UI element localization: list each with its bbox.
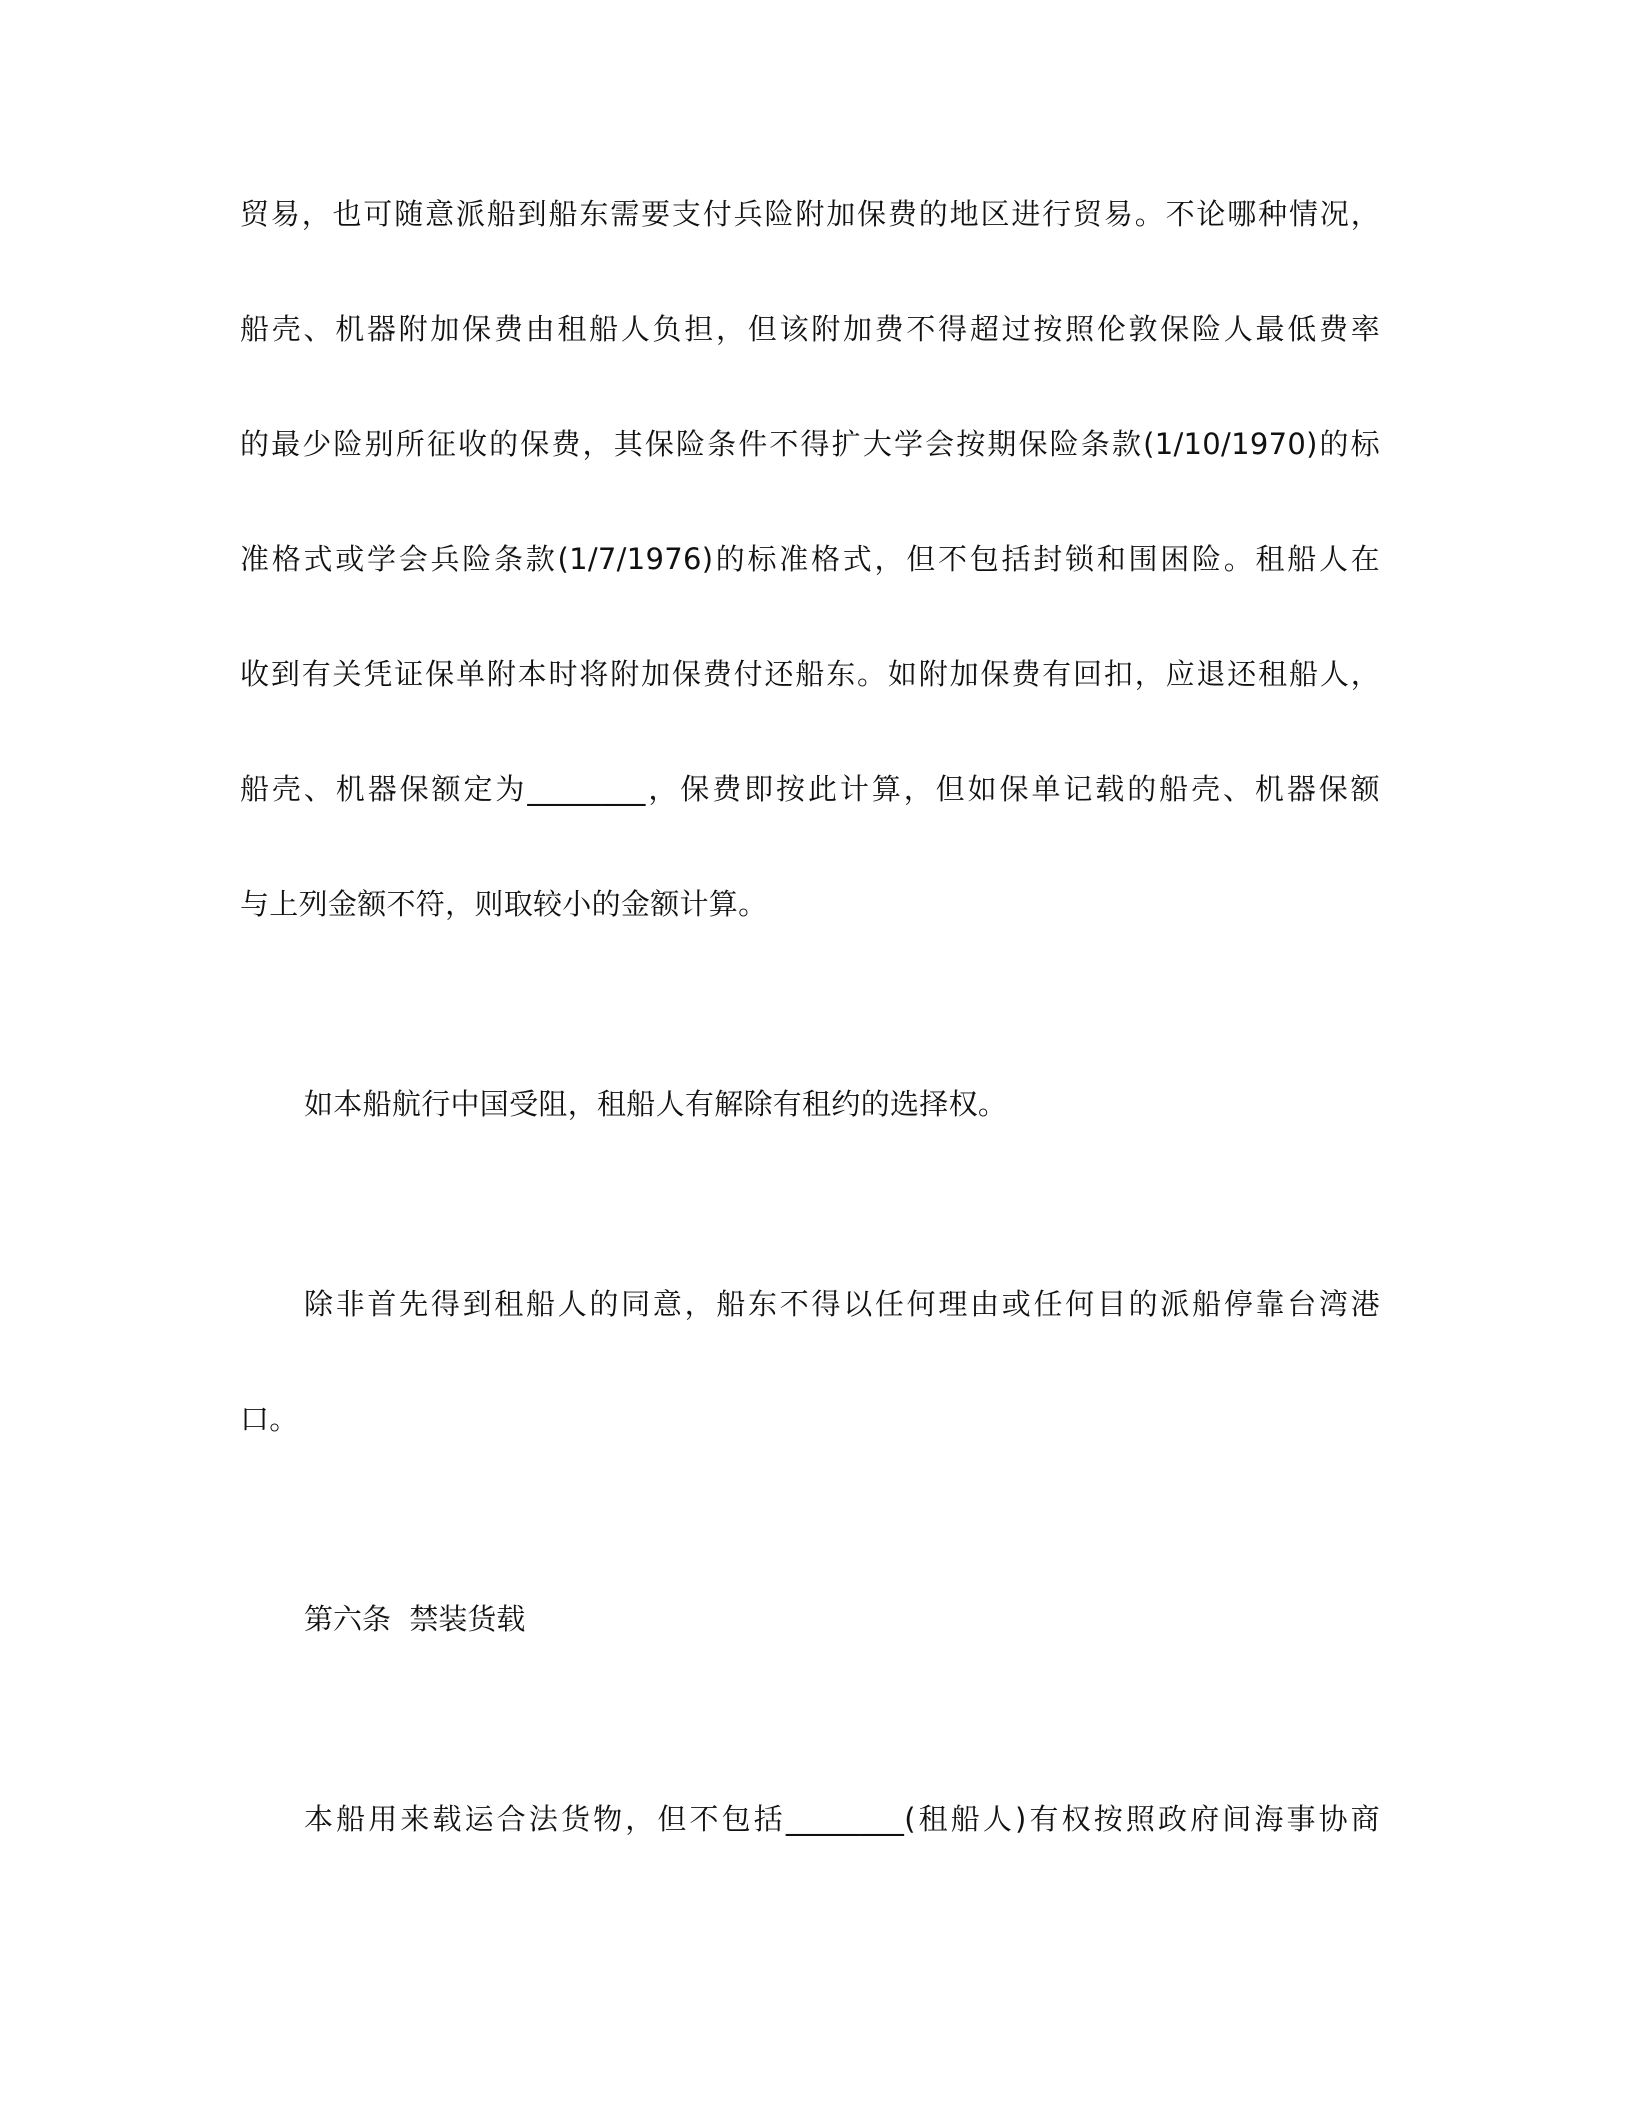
- paragraph-1-line-3: 的最少险别所征收的保费，其保险条件不得扩大学会按期保险条款(1/10/1970)的标: [240, 427, 1380, 461]
- paragraph-1-line-6: 船壳、机器保额定为________，保费即按此计算，但如保单记载的船壳、机器保额: [240, 772, 1380, 806]
- paragraph-1-line-7: 与上列金额不符，则取较小的金额计算。: [240, 887, 768, 921]
- paragraph-1-line-5: 收到有关凭证保单附本时将附加保费付还船东。如附加保费有回扣，应退还租船人，: [240, 657, 1380, 691]
- paragraph-1-line-1: 贸易，也可随意派船到船东需要支付兵险附加保费的地区进行贸易。不论哪种情况，: [240, 197, 1380, 231]
- paragraph-2: 如本船航行中国受阻，租船人有解除有租约的选择权。: [304, 1087, 1008, 1121]
- paragraph-1-line-4: 准格式或学会兵险条款(1/7/1976)的标准格式，但不包括封锁和围困险。租船人在: [240, 542, 1380, 576]
- paragraph-3-line-2: 口。: [240, 1402, 299, 1436]
- article-heading: 第六条 禁装货载: [304, 1602, 526, 1636]
- paragraph-3-line-1: 除非首先得到租船人的同意，船东不得以任何理由或任何目的派船停靠台湾港: [304, 1287, 1380, 1321]
- paragraph-4-line-1: 本船用来载运合法货物，但不包括________(租船人)有权按照政府间海事协商: [304, 1802, 1380, 1836]
- paragraph-1-line-2: 船壳、机器附加保费由租船人负担，但该附加费不得超过按照伦敦保险人最低费率: [240, 312, 1380, 346]
